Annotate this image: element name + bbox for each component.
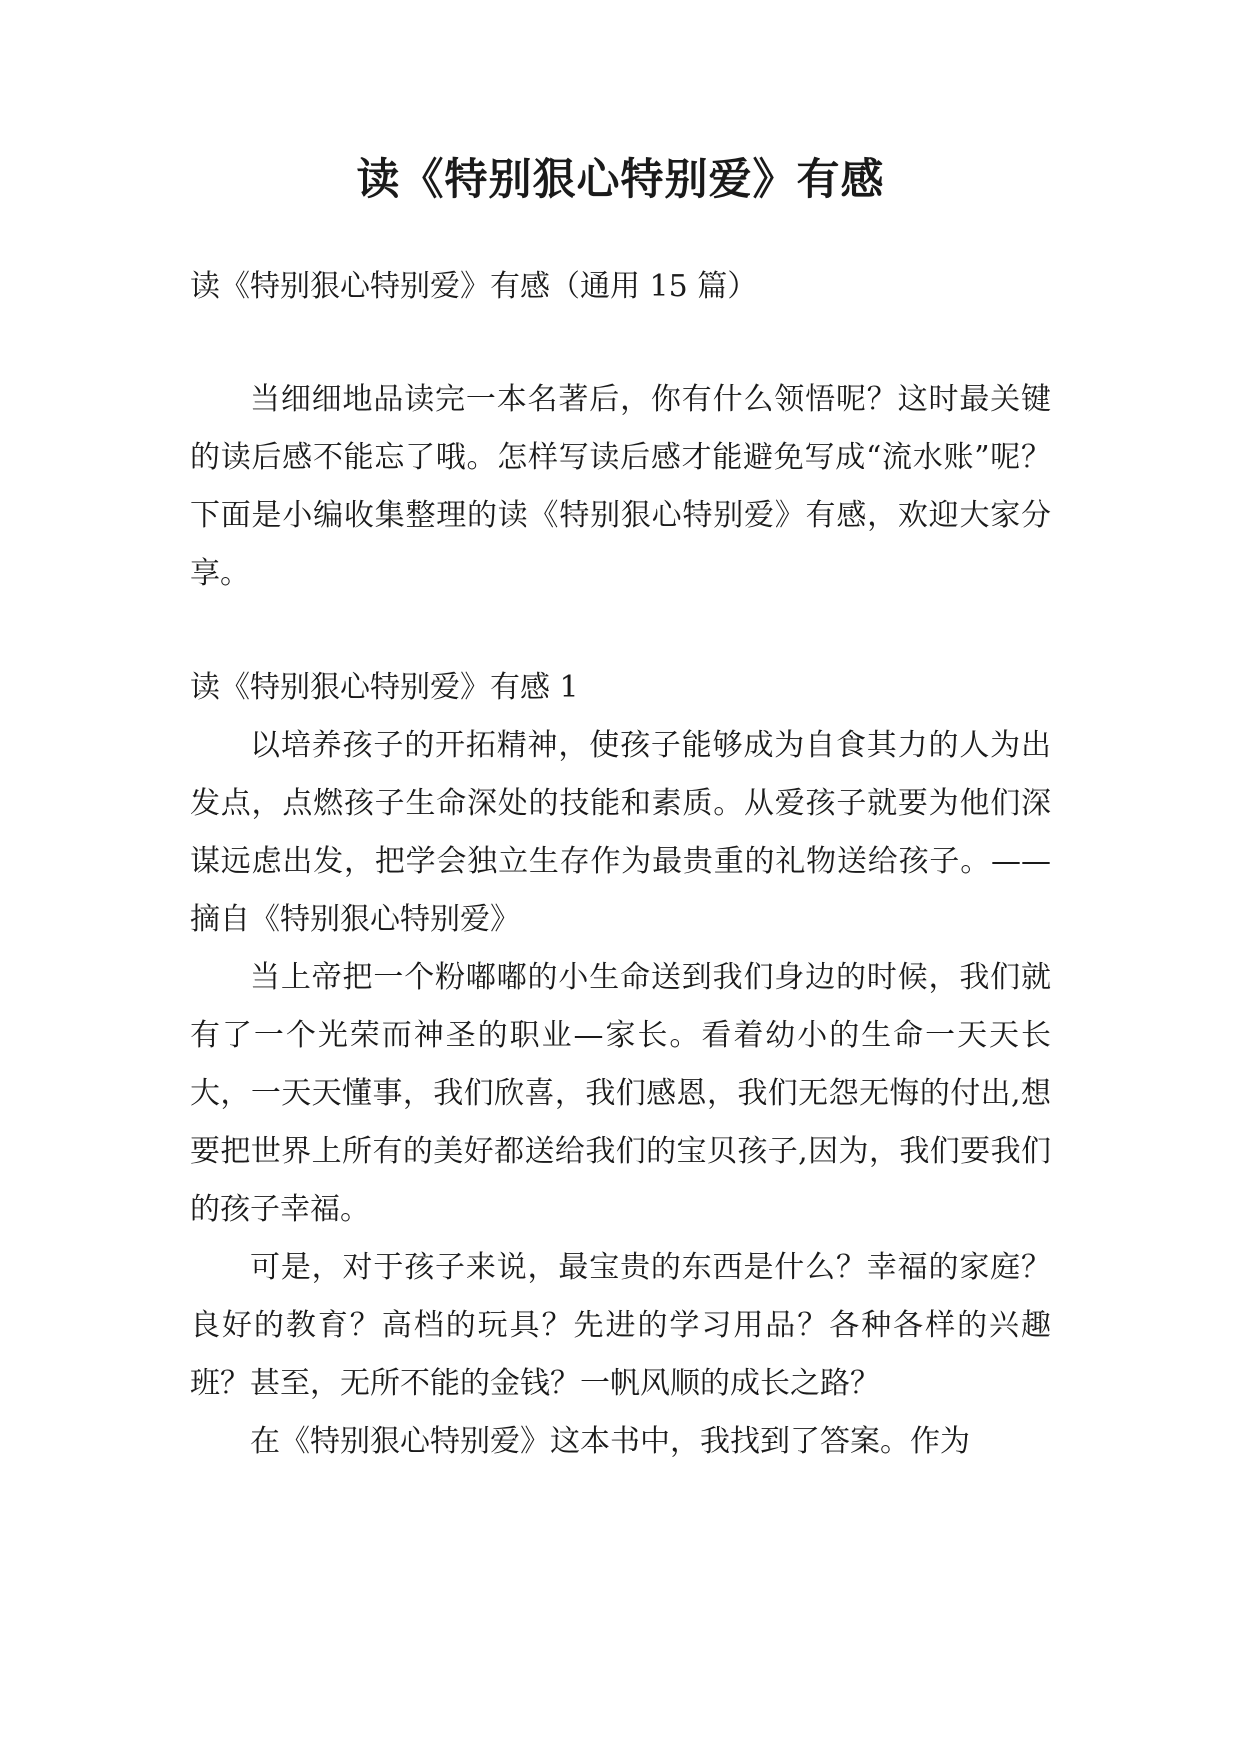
- document-body: [190, 258, 1051, 1471]
- document-title: 读《特别狠心特别爱》有感: [356, 155, 885, 205]
- body-paragraph: 以培养孩子的开拓精神，使孩子能够成为自食其力的人为出发点，点燃孩子生命深处的技能和素质。从爱孩子就要为他们深谋远虑出发，把学会独立生存作为最贵重的礼物送给孩子。——摘自《特别狠心特别爱》: [190, 728, 1051, 937]
- intro-paragraph: 当细细地品读完一本名著后，你有什么领悟呢？这时最关键的读后感不能忘了哦。怎样写读后感才能避免写成“流水账”呢？下面是小编收集整理的读《特别狠心特别爱》有感，欢迎大家分享。: [190, 382, 1051, 591]
- body-paragraph: 在《特别狠心特别爱》这本书中，我找到了答案。作为: [250, 1424, 970, 1459]
- section-heading: 读《特别狠心特别爱》有感 1: [190, 670, 579, 705]
- document-subtitle: 读《特别狠心特别爱》有感（通用 15 篇）: [190, 269, 758, 304]
- body-paragraph: 当上帝把一个粉嘟嘟的小生命送到我们身边的时候，我们就有了一个光荣而神圣的职业—家长。看着幼小的生命一天天长大，一天天懂事，我们欣喜，我们感恩，我们无怨无悔的付出,想要把世界上所有的美好都送给我们的宝贝孩子,因为，我们要我们的孩子幸福。: [190, 960, 1051, 1227]
- body-paragraph: 可是，对于孩子来说，最宝贵的东西是什么？幸福的家庭？良好的教育？高档的玩具？先进的学习用品？各种各样的兴趣班？甚至，无所不能的金钱？一帆风顺的成长之路？: [190, 1250, 1051, 1401]
